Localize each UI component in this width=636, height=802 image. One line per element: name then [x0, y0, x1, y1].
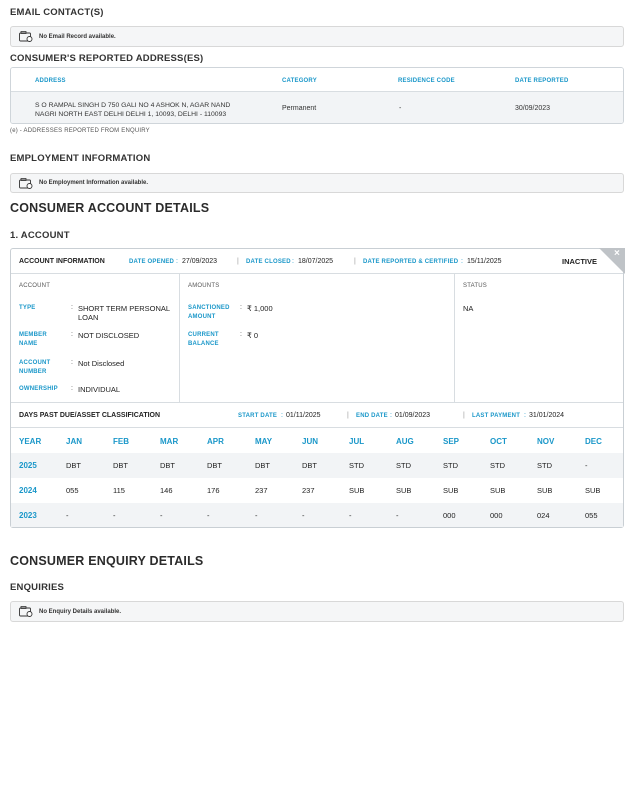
start-date-value: 01/11/2025	[286, 412, 321, 419]
grid-cell: 115	[113, 486, 125, 495]
grid-cell: DBT	[160, 461, 175, 470]
grid-header-month: OCT	[490, 437, 507, 446]
address-date-reported: 30/09/2023	[515, 105, 551, 112]
grid-header-row	[11, 429, 623, 453]
grid-header-month: DEC	[585, 437, 602, 446]
status-badge: INACTIVE	[562, 257, 598, 266]
member-label-line-2: NAME	[19, 341, 38, 347]
colon: :	[281, 412, 283, 419]
grid-cell: DBT	[66, 461, 81, 470]
current-balance-value: ₹ 0	[247, 331, 259, 340]
current-balance-label	[188, 331, 219, 349]
acctno-label-line-2: NUMBER	[19, 369, 47, 375]
sanctioned-amount-value: ₹ 1,000	[247, 304, 273, 313]
sanctioned-amount-label	[188, 304, 230, 322]
grid-cell: DBT	[302, 461, 317, 470]
grid-cell: -	[113, 511, 116, 520]
colon: :	[461, 258, 463, 265]
member-name-value: NOT DISCLOSED	[78, 331, 140, 340]
grid-cell: 176	[207, 486, 220, 495]
grid-year-cell: 2025	[19, 461, 37, 470]
colon: :	[71, 385, 73, 392]
email-heading: EMAIL CONTACT(S)	[10, 7, 104, 18]
grid-cell: 024	[537, 511, 550, 520]
colon: :	[71, 304, 73, 311]
grid-header-month: FEB	[113, 437, 129, 446]
account-number-value: Not Disclosed	[78, 359, 125, 368]
account-details-heading: CONSUMER ACCOUNT DETAILS	[10, 201, 210, 215]
address-text	[35, 101, 230, 119]
grid-cell: DBT	[113, 461, 128, 470]
member-name-label	[19, 331, 47, 349]
address-line-2: NAGRI NORTH EAST DELHI DELHI 1, 10093, DELHI - 110093	[35, 111, 227, 118]
colon: :	[71, 359, 73, 366]
col-category: CATEGORY	[282, 78, 317, 84]
colon: :	[240, 304, 242, 311]
balance-label-line-2: BALANCE	[188, 341, 219, 347]
account-number-label	[19, 359, 50, 377]
colon: :	[292, 258, 294, 265]
acctno-label-line-1: ACCOUNT	[19, 360, 51, 366]
colon: :	[240, 331, 242, 338]
account-info-bar	[11, 249, 623, 274]
address-footnote: (e) - ADDRESSES REPORTED FROM ENQUIRY	[10, 128, 150, 134]
employment-heading: EMPLOYMENT INFORMATION	[10, 153, 151, 164]
separator: |	[463, 412, 465, 419]
grid-header-month: JUN	[302, 437, 319, 446]
grid-cell: DBT	[255, 461, 270, 470]
email-empty-text: No Email Record available.	[39, 33, 116, 40]
grid-cell: SUB	[443, 486, 459, 495]
separator: |	[354, 258, 356, 265]
col-residence-code: RESIDENCE CODE	[398, 78, 455, 84]
date-opened-label: DATE OPENED	[129, 259, 175, 265]
grid-cell: 000	[443, 511, 456, 520]
account-subheading: 1. ACCOUNT	[10, 230, 70, 241]
grid-cell: -	[207, 511, 210, 520]
ownership-label: OWNERSHIP	[19, 386, 58, 392]
grid-cell: DBT	[207, 461, 222, 470]
address-line-1: S O RAMPAL SINGH D 750 GALI NO 4 ASHOK N, AGAR NAND	[35, 102, 231, 109]
grid-header-month: APR	[207, 437, 224, 446]
type-value	[78, 304, 170, 322]
end-date-label: END DATE	[356, 413, 388, 419]
grid-header-month: NOV	[537, 437, 555, 446]
employment-empty-box	[10, 173, 624, 193]
close-icon[interactable]: ×	[614, 248, 620, 259]
grid-cell: STD	[537, 461, 552, 470]
end-date-value: 01/09/2023	[395, 412, 431, 419]
payment-history-grid	[11, 429, 623, 528]
address-residence-code: -	[399, 105, 402, 112]
date-closed-value: 18/07/2025	[298, 258, 334, 265]
record-icon	[19, 31, 33, 42]
separator: |	[347, 412, 349, 419]
col-date-reported: DATE REPORTED	[515, 78, 569, 84]
grid-header-month: MAR	[160, 437, 179, 446]
last-payment-label: LAST PAYMENT	[472, 413, 521, 419]
enquiry-heading: CONSUMER ENQUIRY DETAILS	[10, 554, 204, 568]
col-address: ADDRESS	[35, 78, 66, 84]
enquiry-empty-box	[10, 601, 624, 622]
grid-header-month: JUL	[349, 437, 365, 446]
date-opened-value: 27/09/2023	[182, 258, 218, 265]
grid-cell: 237	[302, 486, 315, 495]
grid-cell: STD	[443, 461, 458, 470]
dpd-bar	[11, 402, 623, 428]
start-date-label: START DATE	[238, 413, 278, 419]
enquiries-subheading: ENQUIRIES	[10, 582, 65, 593]
grid-header-month: SEP	[443, 437, 460, 446]
grid-cell: 055	[585, 511, 598, 520]
grid-cell: -	[302, 511, 305, 520]
grid-cell: 000	[490, 511, 503, 520]
status-value: NA	[463, 304, 474, 313]
grid-cell: STD	[490, 461, 505, 470]
amounts-col-label: AMOUNTS	[188, 283, 220, 289]
ownership-value: INDIVIDUAL	[78, 385, 121, 394]
grid-cell: SUB	[349, 486, 365, 495]
corner-flag	[599, 248, 625, 274]
record-icon	[19, 606, 33, 617]
type-label: TYPE	[19, 305, 36, 311]
grid-header-year: YEAR	[19, 437, 42, 446]
grid-year-cell: 2023	[19, 511, 37, 520]
status-col-label: STATUS	[463, 283, 487, 289]
grid-year-cell: 2024	[19, 486, 37, 495]
balance-label-line-1: CURRENT	[188, 332, 219, 338]
colon: :	[71, 331, 73, 338]
table-row	[11, 453, 623, 478]
sanctioned-label-line-2: AMOUNT	[188, 314, 216, 320]
employment-empty-text: No Employment Information available.	[39, 180, 149, 186]
grid-cell: -	[396, 511, 399, 520]
last-payment-value: 31/01/2024	[529, 412, 565, 419]
type-value-line-2: LOAN	[78, 313, 99, 322]
grid-cell: STD	[349, 461, 364, 470]
address-table	[10, 67, 624, 124]
grid-cell: -	[585, 461, 588, 470]
table-row	[11, 478, 623, 503]
type-value-line-1: SHORT TERM PERSONAL	[78, 304, 171, 313]
grid-cell: SUB	[585, 486, 601, 495]
date-closed-label: DATE CLOSED	[246, 259, 291, 265]
grid-cell: -	[66, 511, 69, 520]
account-card	[10, 248, 624, 528]
divider	[179, 274, 180, 402]
sanctioned-label-line-1: SANCTIONED	[188, 305, 230, 311]
grid-cell: -	[349, 511, 352, 520]
date-reported-label: DATE REPORTED & CERTIFIED	[363, 259, 459, 265]
account-info-label: ACCOUNT INFORMATION	[19, 258, 105, 265]
grid-header-month: AUG	[396, 437, 414, 446]
grid-cell: SUB	[537, 486, 553, 495]
grid-cell: STD	[396, 461, 411, 470]
address-table-header	[11, 68, 623, 92]
colon: :	[390, 412, 392, 419]
separator: |	[237, 258, 239, 265]
grid-cell: 146	[160, 486, 173, 495]
member-label-line-1: MEMBER	[19, 332, 47, 338]
grid-cell: -	[255, 511, 258, 520]
corner-triangle-icon	[599, 248, 625, 274]
colon: :	[176, 258, 178, 265]
table-row	[11, 503, 623, 527]
colon: :	[524, 412, 526, 419]
grid-cell: SUB	[396, 486, 412, 495]
date-reported-value: 15/11/2025	[467, 258, 502, 265]
record-icon	[19, 178, 33, 189]
account-col-label: ACCOUNT	[19, 283, 51, 289]
divider	[454, 274, 455, 402]
address-heading: CONSUMER'S REPORTED ADDRESS(ES)	[10, 53, 204, 64]
grid-header-month: MAY	[255, 437, 273, 446]
enquiry-empty-text: No Enquiry Details available.	[39, 608, 122, 615]
email-empty-box	[10, 26, 624, 47]
grid-cell: SUB	[490, 486, 506, 495]
address-category: Permanent	[282, 105, 317, 112]
table-row	[11, 92, 623, 124]
grid-cell: 055	[66, 486, 79, 495]
grid-cell: 237	[255, 486, 268, 495]
grid-cell: -	[160, 511, 163, 520]
grid-header-month: JAN	[66, 437, 83, 446]
dpd-label: DAYS PAST DUE/ASSET CLASSIFICATION	[19, 412, 161, 419]
